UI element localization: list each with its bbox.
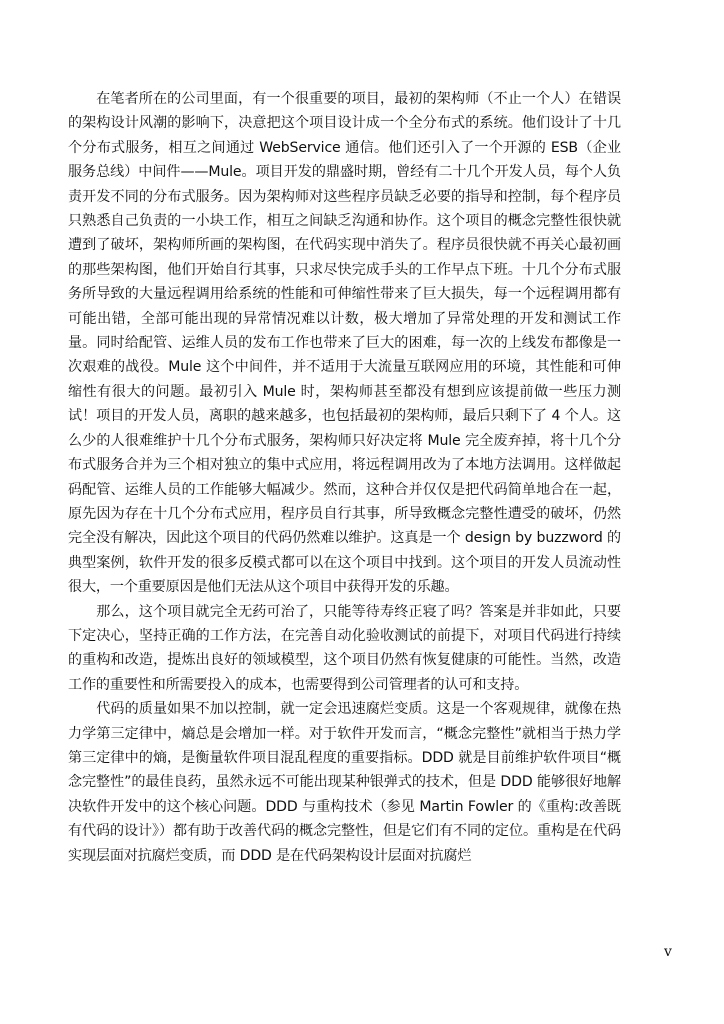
paragraph-distributed-project: 在笔者所在的公司里面，有一个很重要的项目，最初的架构师（不止一个人）在错误的架构设计风潮的影响下，决意把这个项目设计成一个全分布式的系统。他们设计了十几个分布式服务，相互之间通过 WebService 通信。他们还引入了一个开源的 ESB（企业服务总线）中间件——Mule。项目开发的鼎盛时期，曾经有二十几个开发人员，每个人负责开发不同的分布式服务。因为架构师对这些程序员缺乏必要的指导和控制，每个程序员只熟悉自己负责的一小块工作，相互之间缺乏沟通和协作。这个项目的概念完整性很快就遭到了破坏，架构师所画的架构图，在代码实现中消失了。程序员很快就不再关心最初画的那些架构图，他们开始自行其事，只求尽快完成手头的工作早点下班。十几个分布式服务所导致的大量远程调用给系统的性能和可伸缩性带来了巨大损失，每一个远程调用都有可能出错，全部可能出现的异常情况难以计数，极大增加了异常处理的开发和测试工作量。同时给配管、运维人员的发布工作也带来了巨大的困难，每一次的上线发布都像是一次艰难的战役。Mule 这个中间件，并不适用于大流量互联网应用的环境，其性能和可伸缩性有很大的问题。最初引入 Mule 时，架构师甚至都没有想到应该提前做一些压力测试！项目的开发人员，离职的越来越多，也包括最初的架构师，最后只剩下了 4 个人。这么少的人很难维护十几个分布式服务，架构师只好决定将 Mule 完全废弃掉，将十几个分布式服务合并为三个相对独立的集中式应用，将远程调用改为了本地方法调用。这样做起码配管、运维人员的工作能够大幅减少。然而，这种合并仅仅是把代码简单地合在一起，原先因为存在十几个分布式应用，程序员自行其事，所导致概念完整性遭受的破坏，仍然完全没有解决，因此这个项目的代码仍然难以维护。这真是一个 design by buzzword 的典型案例，软件开发的很多反模式都可以在这个项目中找到。这个项目的开发人员流动性很大，一个重要原因是他们无法从这个项目中获得开发的乐趣。 <box>68 91 621 596</box>
document-body <box>68 87 621 868</box>
paragraph-refactoring-hope: 那么，这个项目就完全无药可治了，只能等待寿终正寝了吗？答案是并非如此，只要下定决心，坚持正确的工作方法，在完善自动化验收测试的前提下，对项目代码进行持续的重构和改造，提炼出良好的领域模型，这个项目仍然有恢复健康的可能性。当然，改造工作的重要性和所需要投入的成本，也需要得到公司管理者的认可和支持。 <box>68 603 621 693</box>
page-number: v <box>664 944 672 960</box>
paragraph-code-quality-ddd: 代码的质量如果不加以控制，就一定会迅速腐烂变质。这是一个客观规律，就像在热力学第三定律中，熵总是会增加一样。对于软件开发而言，“概念完整性”就相当于热力学第三定律中的熵，是衡量软件项目混乱程度的重要指标。DDD 就是目前维护软件项目“概念完整性”的最佳良药，虽然永远不可能出现某种银弹式的技术，但是 DDD 能够很好地解决软件开发中的这个核心问题。DDD 与重构技术（参见 Martin Fowler 的《重构:改善既有代码的设计》）都有助于改善代码的概念完整性，但是它们有不同的定位。重构是在代码实现层面对抗腐烂变质，而 DDD 是在代码架构设计层面对抗腐烂 <box>68 701 621 864</box>
